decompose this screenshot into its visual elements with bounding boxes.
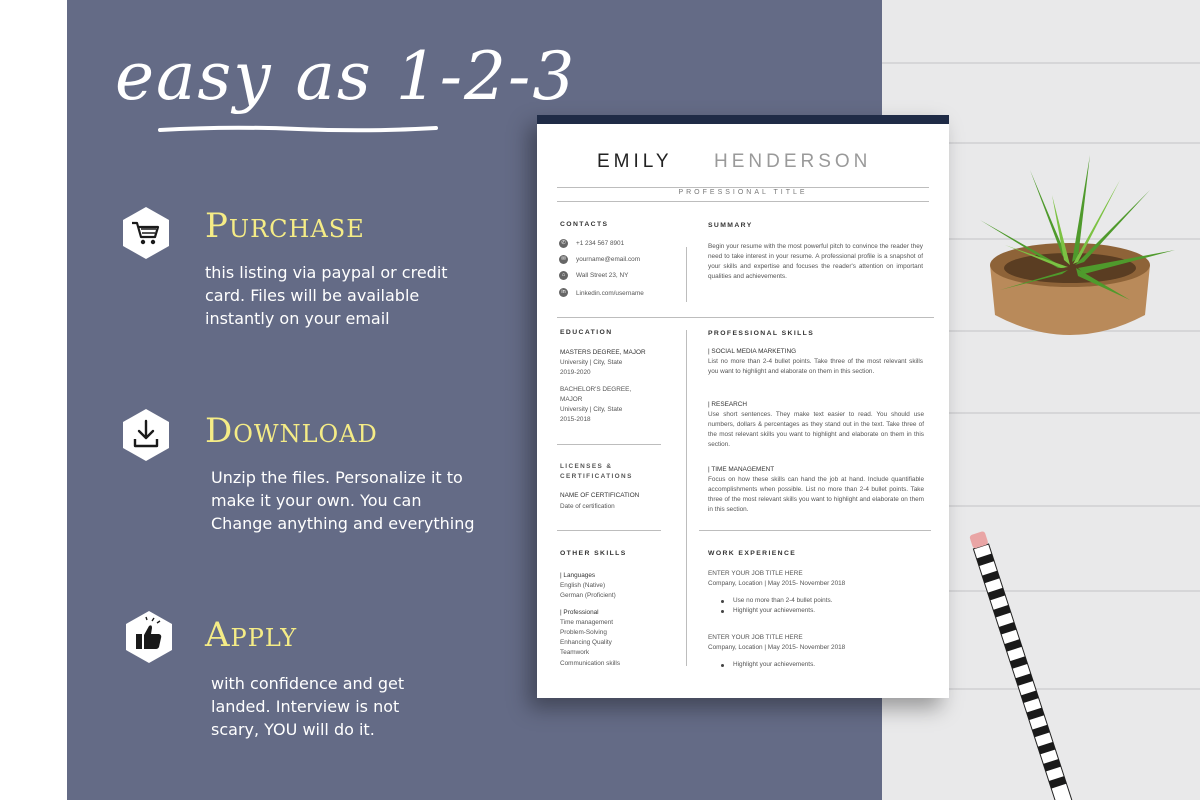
contact-address: Wall Street 23, NY [576,272,629,279]
home-icon: ⌂ [559,271,568,280]
contacts-heading: CONTACTS [560,221,609,228]
languages-label: | Languages [560,572,596,579]
summary-text: Begin your resume with the most powerful pitch to convince the reader they need to take interest in your resume. A professional profile is a snapshot of your skills and expertise and focuses the reader's attention on important qualities and achievements. [708,243,923,280]
summary-heading: SUMMARY [708,222,753,229]
professional-skill-item: Enhancing Quality [560,639,612,646]
step-apply-desc: with confidence and get landed. Interview is not scary, YOU will do it. [211,674,405,739]
brush-underline [158,124,438,134]
professional-skill-item: Communication skills [560,660,621,667]
language-item: German (Proficient) [560,592,616,599]
professional-label: | Professional [560,609,599,616]
resume-top-bar [537,115,949,124]
headline: easy as 1-2-3 [115,38,577,115]
contact-email: yourname@email.com [576,256,641,263]
professional-skill-item: Teamwork [560,649,590,656]
bullet-dot [721,610,724,613]
skill-text: List no more than 2-4 bullet points. Take three of the most relevant skills you want to highlight and elaborate on them in this section. [708,358,923,375]
step-apply-title: Apply [205,615,298,655]
education-heading: EDUCATION [560,329,613,336]
bullet-dot [721,600,724,603]
resume-last-name: HENDERSON [714,151,872,172]
bullet-dot [721,664,724,667]
education-degree-1: MASTERS DEGREE, MAJOR [560,349,646,356]
contact-linkedin: Linkedin.com/username [576,290,644,297]
education-school-1: University | City, State [560,359,623,366]
professional-skill-item: Problem-Solving [560,629,607,636]
resume-preview [537,115,949,698]
job-bullet: Use no more than 2-4 bullet points. [733,597,833,604]
linkedin-icon: in [559,288,568,297]
job-bullet: Highlight your achievements. [733,607,816,614]
cart-icon [118,205,174,261]
skill-text: Focus on how these skills can hand the job at hand. Include quantifiable accomplishments when possible. List no more than 2-4 bullet points. Take three of the most relevant skills you want to highlight and elaborate on them in this section. [708,476,924,513]
education-degree-2: BACHELOR'S DEGREE, MAJOR [560,386,632,403]
contact-phone: +1 234 567 8901 [576,240,625,247]
certification-name: NAME OF CERTIFICATION [560,492,640,499]
job-title: ENTER YOUR JOB TITLE HERE [708,634,803,641]
job-meta: Company, Location | May 2015- November 2018 [708,644,846,651]
step-download-title: Download [205,411,378,451]
resume-first-name: EMILY [597,151,673,172]
professional-skills-heading: PROFESSIONAL SKILLS [708,330,815,337]
step-download-desc: Unzip the files. Personalize it to make it your own. You can Change anything and everything [211,468,475,533]
education-years-1: 2019-2020 [560,369,591,376]
download-icon [118,407,174,463]
phone-icon: ✆ [559,239,568,248]
skill-text: Use short sentences. They make text easier to read. You should use numbers, dollars & percentages as they stand out in the text. Take three of the most relevant skills you want to highlight and elaborate on them in this section. [708,411,924,448]
language-item: English (Native) [560,582,606,589]
email-icon: ✉ [559,255,568,264]
pencil-image [960,520,1080,800]
potted-plant-image [960,150,1200,360]
skill-title: | TIME MANAGEMENT [708,466,775,473]
other-skills-heading: OTHER SKILLS [560,550,627,557]
education-years-2: 2015-2018 [560,416,591,423]
work-experience-heading: WORK EXPERIENCE [708,550,797,557]
certification-date: Date of certification [560,503,615,510]
professional-skill-item: Time management [560,619,614,626]
job-meta: Company, Location | May 2015- November 2018 [708,580,846,587]
licenses-heading: LICENSES & CERTIFICATIONS [560,463,633,480]
skill-title: | RESEARCH [708,401,747,408]
job-bullet: Highlight your achievements. [733,661,816,668]
education-school-2: University | City, State [560,406,623,413]
job-title: ENTER YOUR JOB TITLE HERE [708,570,803,577]
resume-professional-title: PROFESSIONAL TITLE [678,189,808,196]
step-purchase-desc: this listing via paypal or credit card. Files will be available instantly on your email [205,263,448,328]
skill-title: | SOCIAL MEDIA MARKETING [708,348,797,355]
thumbs-up-icon [121,609,177,665]
step-purchase-title: Purchase [205,206,365,246]
